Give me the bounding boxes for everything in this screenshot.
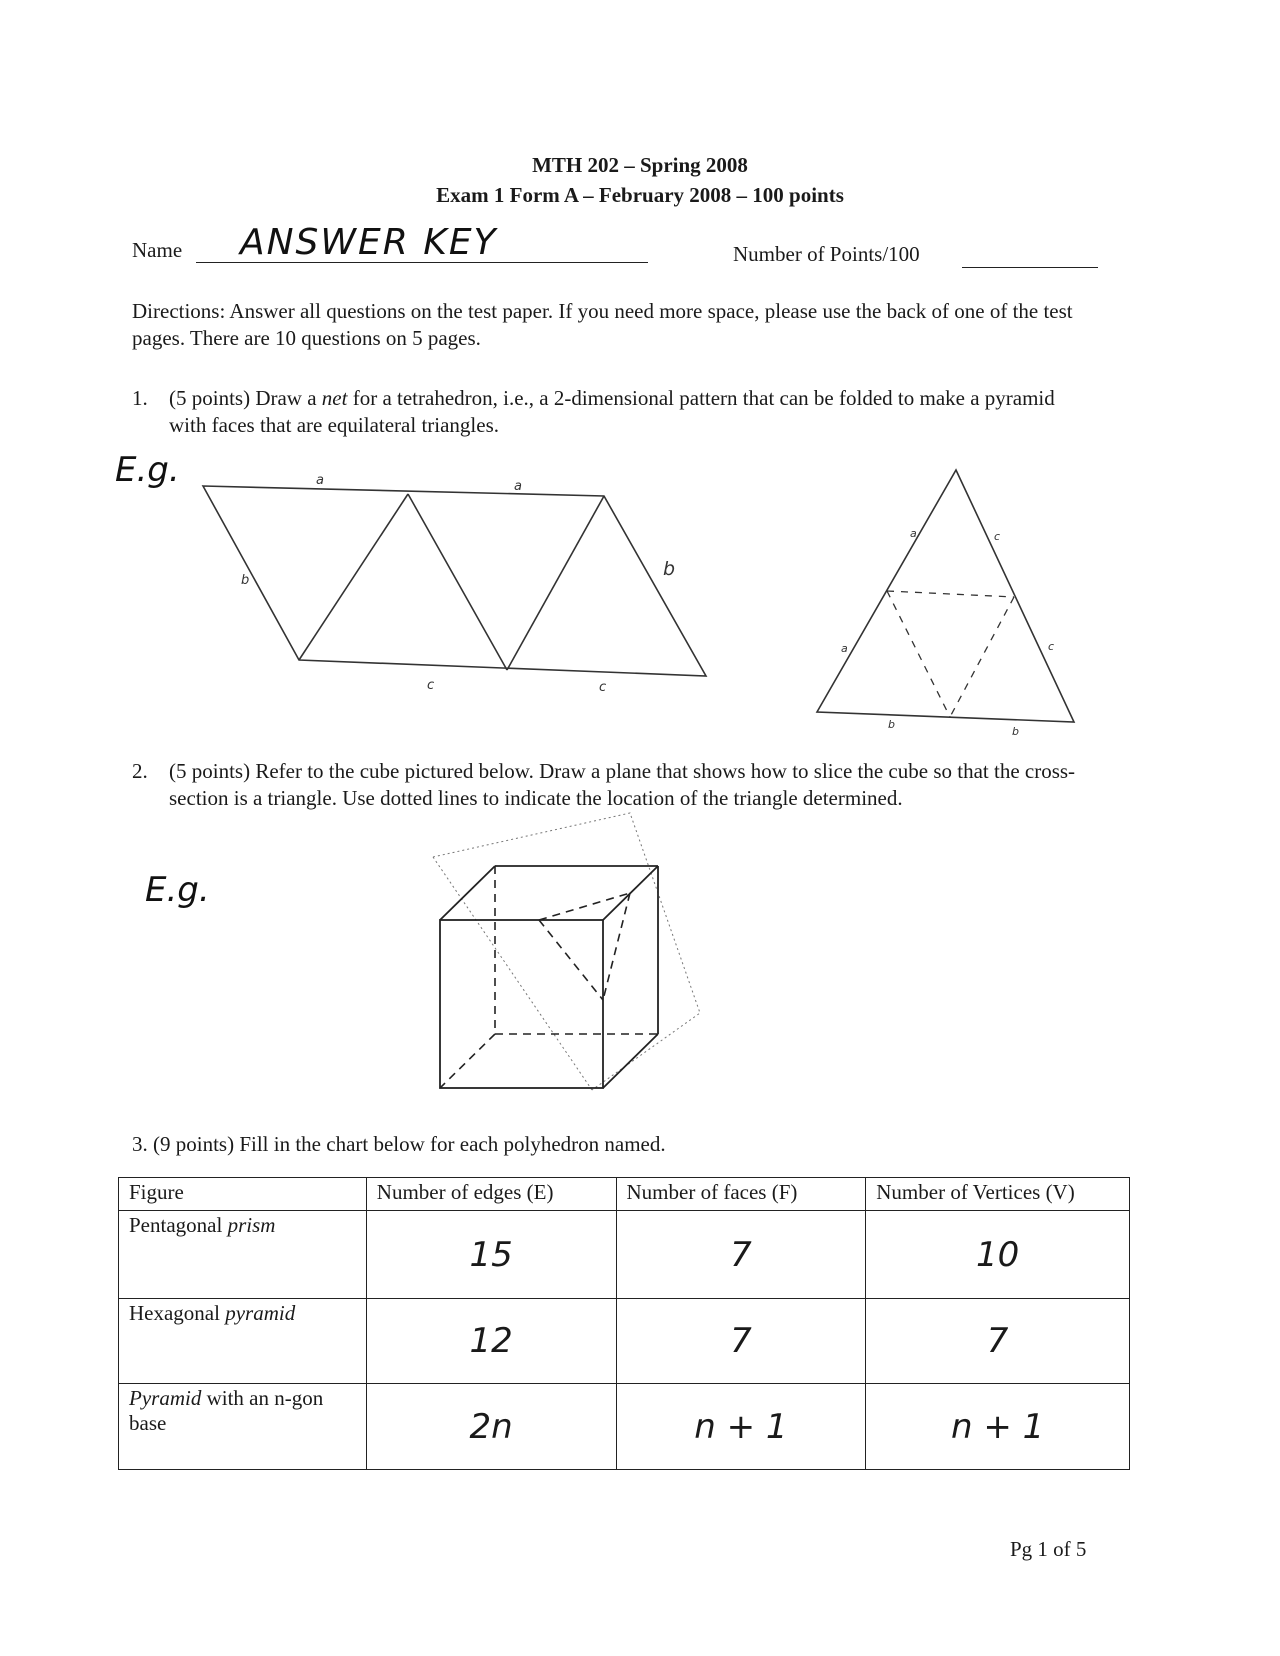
cross-section-left [539, 920, 603, 1000]
cube-edge-bottom-right [603, 1034, 658, 1088]
q2-example-label: E.g. [145, 870, 210, 910]
header-faces: Number of faces (F) [616, 1178, 866, 1211]
table-row [119, 1384, 1130, 1470]
course-title: MTH 202 – Spring 2008 [532, 153, 748, 177]
figure-text: Pentagonal [129, 1213, 228, 1237]
edges-cell: 15 [366, 1211, 616, 1299]
slicing-plane-outline [433, 813, 700, 1090]
net-label-left: b [241, 573, 250, 588]
tetra-label-bottom-right: b [1012, 725, 1019, 738]
net-label-right: b [663, 558, 676, 580]
figure-text: with an n-gon base [129, 1386, 324, 1435]
q3-text [132, 1131, 666, 1158]
tetra-label-mid-left: a [841, 642, 848, 655]
net-label-bottom-right: c [599, 680, 607, 695]
q3-body: (9 points) Fill in the chart below for each polyhedron named. [153, 1132, 666, 1156]
vertices-cell: n + 1 [866, 1384, 1130, 1470]
table-header-row [119, 1178, 1130, 1211]
q1-text: (5 points) Draw a net for a tetrahedron, i.e., a 2-dimensional pattern that can be folded to make a pyramid with faces that are equilateral triangles. [169, 386, 1055, 437]
figure-italic: Pyramid [129, 1386, 202, 1410]
tetra-label-mid-right: c [1048, 640, 1055, 653]
edges-cell: 12 [366, 1299, 616, 1384]
figure-cell [119, 1299, 367, 1384]
q2-text: (5 points) Refer to the cube pictured below. Draw a plane that shows how to slice the cube so that the cross-section is a triangle. Use dotted lines to indicate the location of the triangle determined. [169, 759, 1076, 810]
figure-cell [119, 1384, 367, 1470]
directions: Directions: Answer all questions on the test paper. If you need more space, please use the back of one of the test pages. There are 10 questions on 5 pages. [132, 299, 1073, 350]
faces-cell: 7 [616, 1299, 866, 1384]
figure-text: Hexagonal [129, 1301, 226, 1325]
tetra-label-bottom-left: b [888, 718, 895, 731]
figure-cell [119, 1211, 367, 1299]
header-vertices: Number of Vertices (V) [866, 1178, 1130, 1211]
net-label-top-right: a [514, 479, 522, 494]
figure-italic: pyramid [225, 1301, 296, 1325]
name-value: ANSWER KEY [240, 222, 498, 263]
cube-hidden-diagonal [440, 1034, 495, 1088]
net-label-top-left: a [316, 473, 324, 488]
q2-number: 2. [132, 759, 148, 783]
vertices-cell: 10 [866, 1211, 1130, 1299]
cross-section-right [603, 893, 630, 1000]
faces-cell: n + 1 [616, 1384, 866, 1470]
edges-cell: 2n [366, 1384, 616, 1470]
name-label: Name [132, 238, 183, 262]
header-edges: Number of edges (E) [366, 1178, 616, 1211]
q3-number: 3. [132, 1132, 148, 1156]
table-row [119, 1299, 1130, 1384]
points-label: Number of Points/100 [733, 242, 920, 266]
tetra-label-upper-left: a [910, 527, 917, 540]
header-figure: Figure [119, 1178, 367, 1211]
slicing-plane-diagonal [433, 857, 592, 1090]
cube-front-face [440, 920, 603, 1088]
q1-number: 1. [132, 386, 148, 410]
tetra-label-upper-right: c [994, 530, 1001, 543]
vertices-cell: 7 [866, 1299, 1130, 1384]
figure-italic: prism [227, 1213, 276, 1237]
q1-example-label: E.g. [115, 450, 180, 490]
faces-cell: 7 [616, 1211, 866, 1299]
polyhedron-table [118, 1177, 1130, 1470]
cube-edge-top-right [603, 866, 658, 920]
cube-edge-top-left [440, 866, 495, 920]
page-number: Pg 1 of 5 [1010, 1537, 1087, 1561]
net-label-bottom-left: c [427, 678, 435, 693]
exam-title: Exam 1 Form A – February 2008 – 100 points [436, 183, 844, 207]
table-row [119, 1211, 1130, 1299]
